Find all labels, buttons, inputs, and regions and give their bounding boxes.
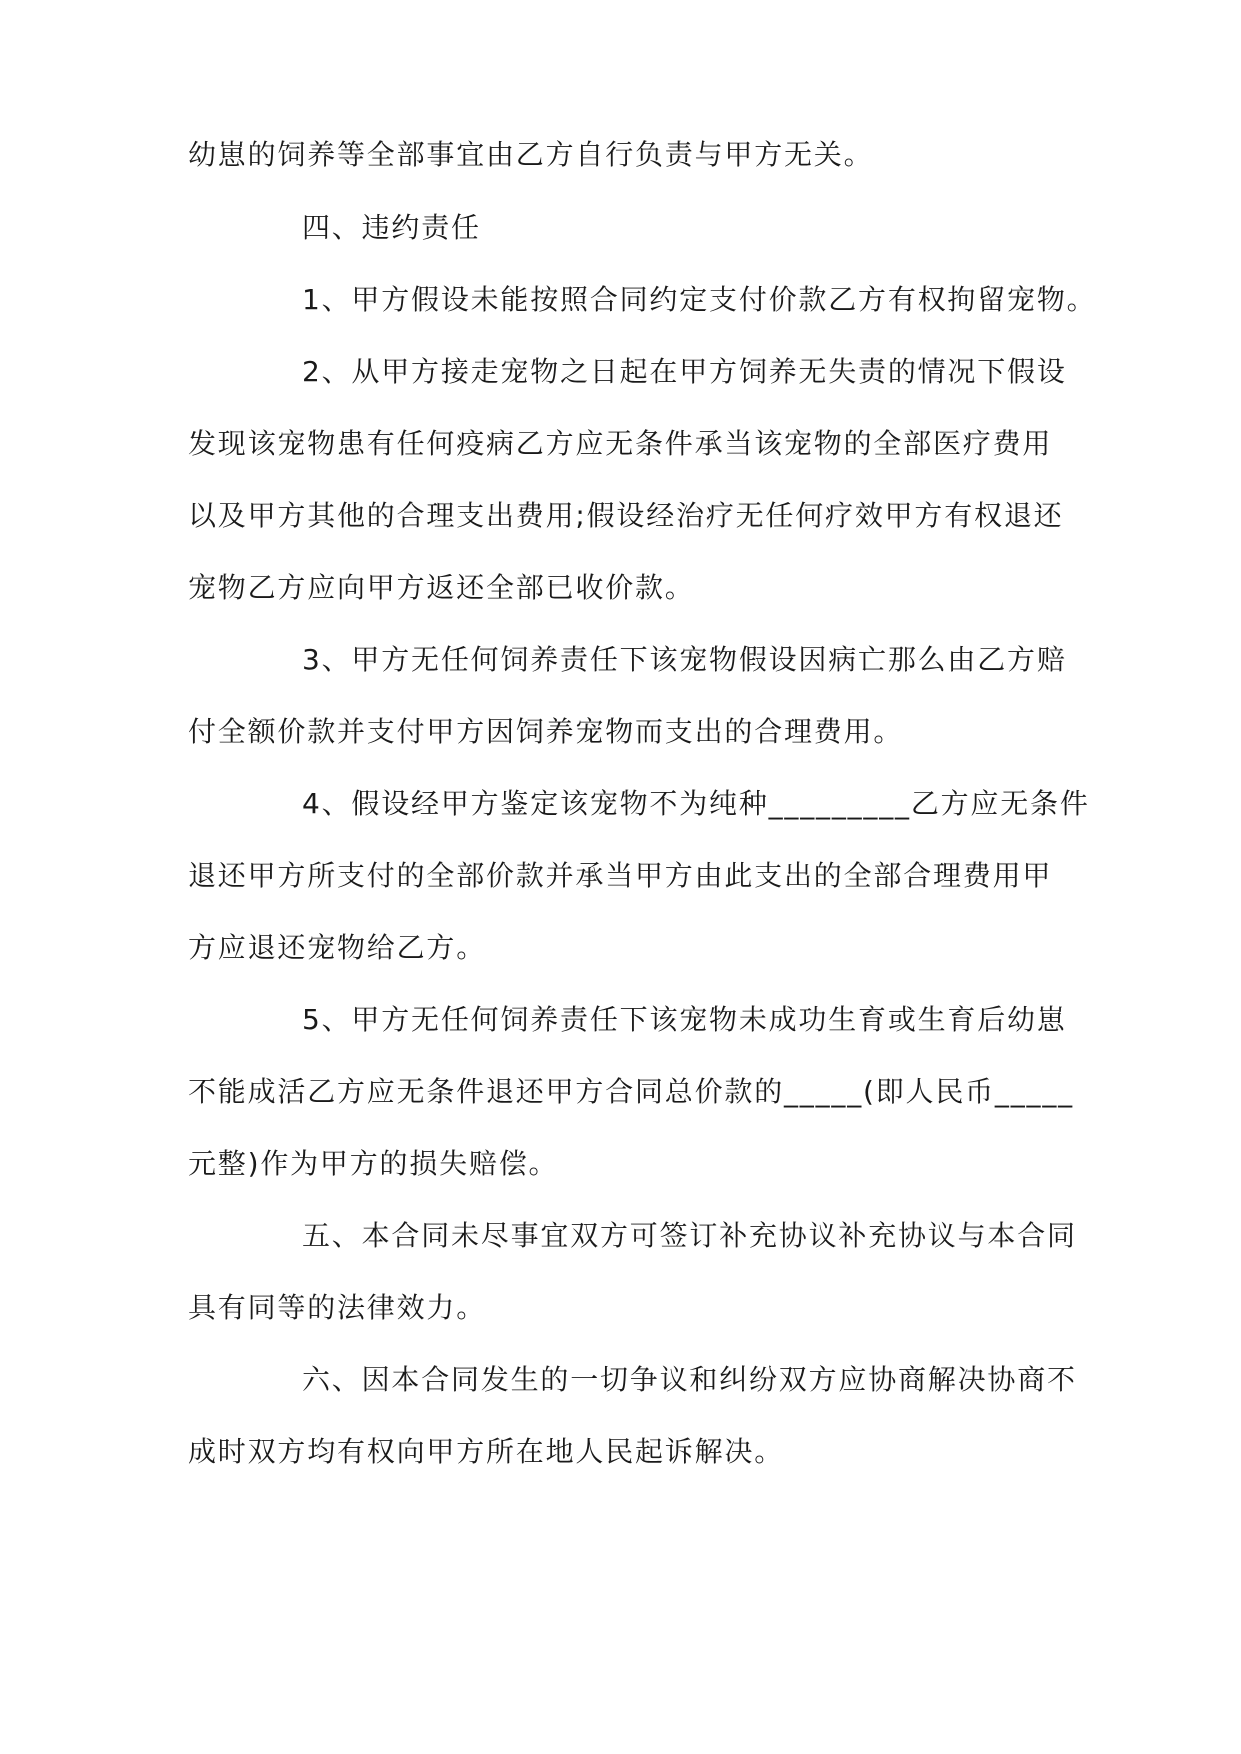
clause-5-line-3: 元整)作为甲方的损失赔偿。	[188, 1147, 559, 1180]
clause-5-line-1: 5、甲方无任何饲养责任下该宠物未成功生育或生育后幼崽	[302, 1003, 1067, 1036]
clause-3-line-1: 3、甲方无任何饲养责任下该宠物假设因病亡那么由乙方赔	[302, 643, 1067, 676]
clause-2-line-2: 发现该宠物患有任何疫病乙方应无条件承当该宠物的全部医疗费用	[188, 427, 1053, 460]
text-line: 幼崽的饲养等全部事宜由乙方自行负责与甲方无关。	[188, 138, 874, 171]
clause-2-line-1: 2、从甲方接走宠物之日起在甲方饲养无失责的情况下假设	[302, 355, 1067, 388]
section-5-line-2: 具有同等的法律效力。	[188, 1291, 487, 1324]
clause-1: 1、甲方假设未能按照合同约定支付价款乙方有权拘留宠物。	[302, 283, 1097, 316]
section-6-line-2: 成时双方均有权向甲方所在地人民起诉解决。	[188, 1435, 785, 1468]
clause-5-line-2: 不能成活乙方应无条件退还甲方合同总价款的_____(即人民币_____	[188, 1075, 1074, 1108]
clause-3-line-2: 付全额价款并支付甲方因饲养宠物而支出的合理费用。	[188, 715, 904, 748]
section-6-line-1: 六、因本合同发生的一切争议和纠纷双方应协商解决协商不	[302, 1363, 1077, 1396]
section-5-line-1: 五、本合同未尽事宜双方可签订补充协议补充协议与本合同	[302, 1219, 1077, 1252]
clause-4-line-2: 退还甲方所支付的全部价款并承当甲方由此支出的全部合理费用甲	[188, 859, 1053, 892]
clause-4-line-3: 方应退还宠物给乙方。	[188, 931, 487, 964]
clause-4-line-1: 4、假设经甲方鉴定该宠物不为纯种_________乙方应无条件	[302, 787, 1090, 820]
clause-2-line-4: 宠物乙方应向甲方返还全部已收价款。	[188, 571, 695, 604]
clause-2-line-3: 以及甲方其他的合理支出费用;假设经治疗无任何疗效甲方有权退还	[188, 499, 1064, 532]
section-heading-breach: 四、违约责任	[302, 211, 481, 244]
